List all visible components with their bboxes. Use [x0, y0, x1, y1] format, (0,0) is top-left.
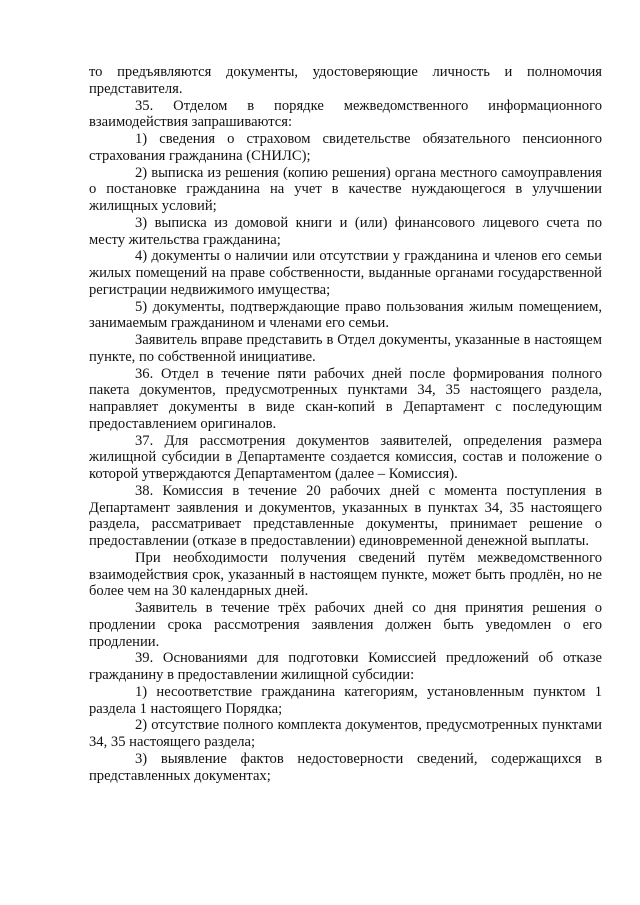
document-body [89, 64, 602, 784]
paragraph-applicant-right: Заявитель вправе представить в Отдел документы, указанные в настоящем пункте, по собственной инициативе. [89, 332, 602, 365]
paragraph-item-39-1: 1) несоответствие гражданина категориям, установленным пунктом 1 раздела 1 настоящего Порядка; [89, 683, 602, 717]
paragraph-item-39-3: 3) выявление фактов недостоверности сведений, содержащихся в представленных документах; [89, 750, 602, 784]
paragraph-item-37: 37. Для рассмотрения документов заявителей, определения размера жилищной субсидии в Департаменте создается комиссия, состав и положение о которой утверждаются Департаментом (далее – Комиссия). [89, 432, 602, 482]
paragraph-item-36: 36. Отдел в течение пяти рабочих дней после формирования полного пакета документов, предусмотренных пунктами 34, 35 настоящего раздела, направляет документы в виде скан-копий в Департамент с последующим предоставлением оригиналов. [89, 365, 602, 432]
paragraph-extension: При необходимости получения сведений путём межведомственного взаимодействия срок, указанный в настоящем пункте, может быть продлён, но не более чем на 30 календарных дней. [89, 549, 602, 600]
paragraph-item-35-5: 5) документы, подтверждающие право пользования жилым помещением, занимаемым гражданином и членами его семьи. [89, 298, 602, 332]
paragraph-item-38: 38. Комиссия в течение 20 рабочих дней с момента поступления в Департамент заявления и документов, указанных в пунктах 34, 35 настоящего раздела, рассматривает представленные документы, принимает решение о предоставлении (отказе в предоставлении) единовременной денежной выплаты. [89, 482, 602, 549]
paragraph-item-35-4: 4) документы о наличии или отсутствии у гражданина и членов его семьи жилых помещений на праве собственности, выданные органами государственной регистрации недвижимого имущества; [89, 248, 602, 298]
paragraph-item-35: 35. Отделом в порядке межведомственного информационного взаимодействия запрашиваются: [89, 97, 602, 131]
paragraph-notification: Заявитель в течение трёх рабочих дней со дня принятия решения о продлении срока рассмотрения заявления должен быть уведомлен о его продлении. [89, 600, 602, 650]
paragraph-item-35-2: 2) выписка из решения (копию решения) органа местного самоуправления о постановке гражданина на учет в качестве нуждающегося в улучшении жилищных условий; [89, 164, 602, 214]
paragraph-continuation: то предъявляются документы, удостоверяющие личность и полномочия представителя. [89, 64, 602, 97]
paragraph-item-35-3: 3) выписка из домовой книги и (или) финансового лицевого счета по месту жительства гражданина; [89, 214, 602, 248]
paragraph-item-35-1: 1) сведения о страховом свидетельстве обязательного пенсионного страхования гражданина (СНИЛС); [89, 131, 602, 164]
paragraph-item-39-2: 2) отсутствие полного комплекта документов, предусмотренных пунктами 34, 35 настоящего раздела; [89, 717, 602, 750]
paragraph-item-39: 39. Основаниями для подготовки Комиссией предложений об отказе гражданину в предоставлении жилищной субсидии: [89, 650, 602, 683]
